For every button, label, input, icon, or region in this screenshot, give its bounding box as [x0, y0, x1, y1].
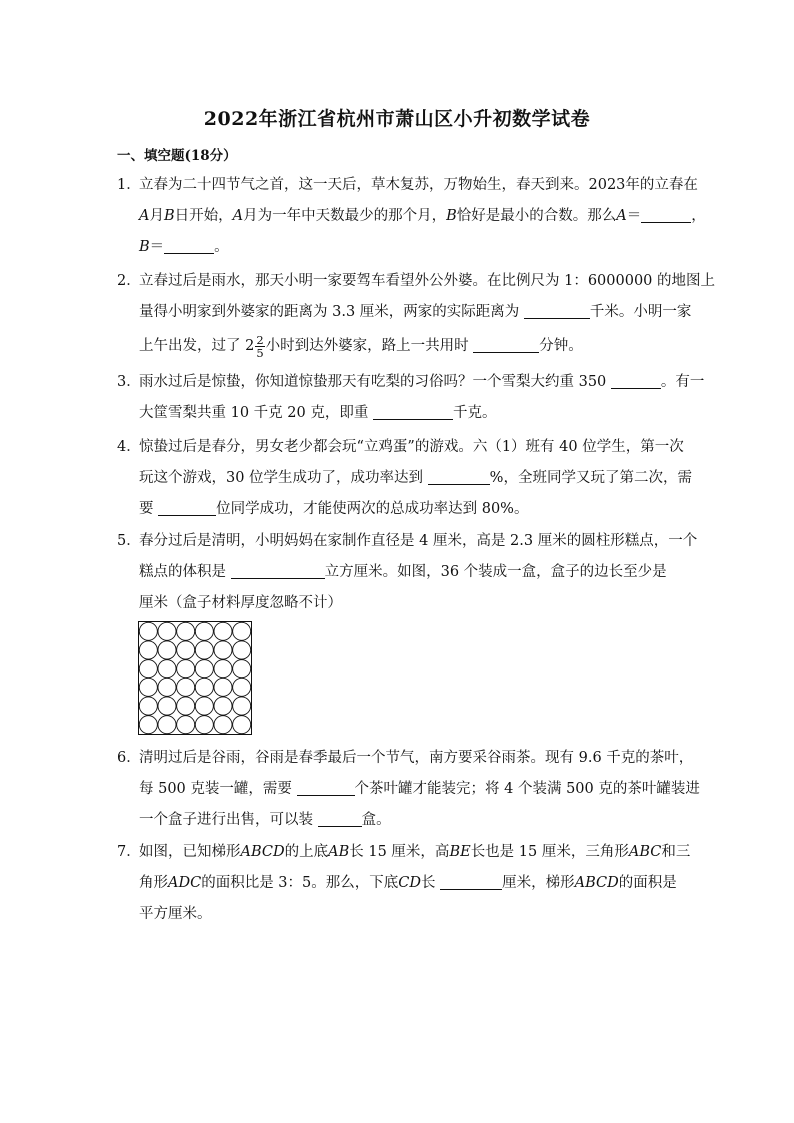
question-3: 3． 雨水过后是惊蛰，你知道惊蛰那天有吃梨的习俗吗？一个雪梨大约重 350 。有一 大筐雪梨共重 10 千克 20 克，即重 千克。: [117, 367, 677, 429]
cake-circle: [195, 622, 213, 640]
cake-circle: [214, 660, 232, 678]
question-number: 2．: [117, 273, 141, 289]
answer-blank[interactable]: [524, 301, 590, 319]
cake-circle: [214, 678, 232, 696]
cake-circle: [158, 660, 176, 678]
cake-circle: [214, 622, 232, 640]
cake-circle: [195, 716, 213, 734]
question-5: 5． 春分过后是清明，小明妈妈在家制作直径是 4 厘米，高是 2.3 厘米的圆柱形糕点，一个 糕点的体积是 立方厘米。如图，36 个装成一盒，盒子的边长至少是 厘米（盒子材料厚度忽略不计）: [117, 526, 677, 619]
cake-circle: [214, 641, 232, 659]
cake-circle: [195, 660, 213, 678]
question-number: 3．: [117, 374, 141, 390]
cake-circle: [158, 622, 176, 640]
cake-circle: [177, 678, 195, 696]
answer-blank[interactable]: [373, 402, 453, 420]
cake-circle: [139, 697, 157, 715]
cake-circle: [177, 660, 195, 678]
cake-circle: [158, 716, 176, 734]
cake-circle: [195, 641, 213, 659]
cake-circle: [158, 641, 176, 659]
cake-circle: [177, 622, 195, 640]
question-1: 1． 立春为二十四节气之首，这一天后，草木复苏，万物始生，春天到来。2023年的立春在 A月B日开始，A月为一年中天数最少的那个月，B恰好是最小的合数。那么A＝ ， B＝ 。: [117, 170, 677, 263]
cake-circle: [177, 716, 195, 734]
question-6: 6． 清明过后是谷雨，谷雨是春季最后一个节气，南方要采谷雨茶。现有 9.6 千克的茶叶， 每 500 克装一罐，需要 个茶叶罐才能装完；将 4 个装满 500 克的茶叶罐装进 一个盒子进行出售，可以装 盒。: [117, 743, 677, 836]
cake-circle: [233, 697, 251, 715]
answer-blank[interactable]: [428, 467, 490, 485]
answer-blank[interactable]: [158, 498, 216, 516]
answer-blank[interactable]: [611, 371, 661, 389]
question-number: 7．: [117, 844, 141, 860]
cake-circle: [195, 697, 213, 715]
cake-circle: [139, 716, 157, 734]
circle-grid-diagram: [138, 621, 252, 735]
cake-circle: [177, 697, 195, 715]
page-title: 2022年浙江省杭州市萧山区小升初数学试卷: [203, 108, 591, 130]
cake-circle: [139, 660, 157, 678]
cake-circle: [139, 622, 157, 640]
cake-circle: [233, 641, 251, 659]
cake-circle: [233, 716, 251, 734]
question-number: 6．: [117, 750, 141, 766]
cake-circle: [158, 678, 176, 696]
answer-blank[interactable]: [231, 561, 325, 579]
cake-circle: [233, 678, 251, 696]
question-2: 2． 立春过后是雨水，那天小明一家要驾车看望外公外婆。在比例尺为 1：6000000 的地图上 量得小明家到外婆家的距离为 3.3 厘米，两家的实际距离为 千米。小明一家 上午出发，过了 2 $\frac{2}{5}$ 小时到达外婆家，路上一共用时 分钟。: [117, 266, 677, 364]
box-outline: [139, 622, 252, 735]
answer-blank[interactable]: [297, 778, 355, 796]
answer-blank[interactable]: [318, 809, 362, 827]
cake-circle: [233, 660, 251, 678]
cake-circle: [139, 678, 157, 696]
cake-circle: [214, 697, 232, 715]
cake-circle: [214, 716, 232, 734]
cake-circle: [177, 641, 195, 659]
cake-circle: [139, 641, 157, 659]
section-heading: 一、填空题(18分）: [117, 148, 237, 164]
cake-circle: [195, 678, 213, 696]
cake-circle: [233, 622, 251, 640]
question-number: 5．: [117, 533, 141, 549]
cake-circle: [158, 697, 176, 715]
answer-blank[interactable]: [164, 236, 214, 254]
question-4: 4． 惊蛰过后是春分，男女老少都会玩“立鸡蛋”的游戏。六（1）班有 40 位学生，第一次 玩这个游戏，30 位学生成功了，成功率达到 %，全班同学又玩了第二次，需 要 位同学成功，才能使两次的总成功率达到 80%。: [117, 432, 677, 525]
circles-in-box-figure: [138, 621, 252, 739]
answer-blank[interactable]: [440, 872, 502, 890]
fraction: $\frac{2}{5}$: [256, 332, 264, 360]
question-number: 4．: [117, 439, 141, 455]
answer-blank[interactable]: [641, 205, 691, 223]
answer-blank[interactable]: [473, 335, 539, 353]
question-number: 1．: [117, 177, 141, 193]
question-7: 7． 如图，已知梯形ABCD的上底AB长 15 厘米，高BE长也是 15 厘米，三角形ABC和三 角形ADC的面积比是 3：5。那么，下底CD长 厘米，梯形ABCD的面积是 平方厘米。: [117, 837, 677, 930]
